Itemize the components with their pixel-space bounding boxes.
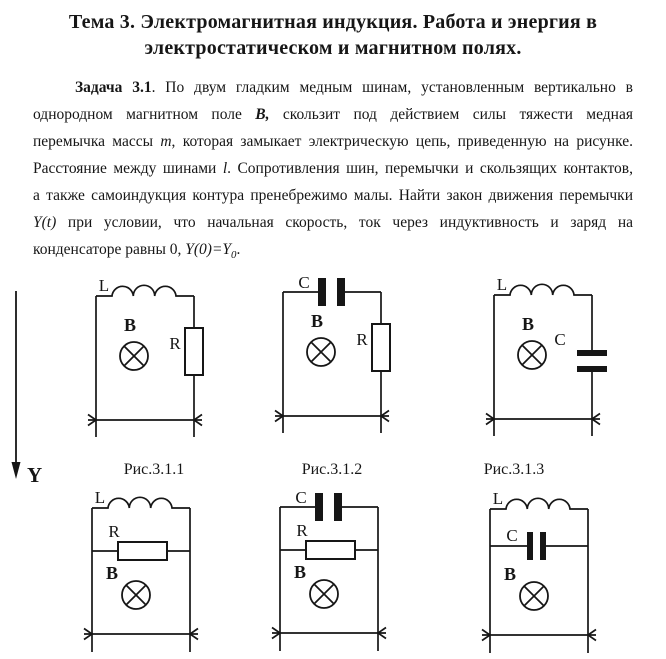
circuit-fig-3-1-1 [84, 276, 214, 446]
y-axis-arrow [4, 283, 56, 493]
inductor-coil [92, 497, 190, 508]
figure-caption-1: Рис.3.1.1 [123, 461, 185, 478]
capacitor-plate [577, 366, 607, 372]
field-label: B [123, 315, 137, 335]
inductor-label: L [496, 275, 508, 294]
capacitor-plate [337, 278, 345, 306]
page-title-line-2: электростатическом и магнитном полях. [144, 37, 522, 59]
capacitor-plate [318, 278, 326, 306]
problem-line: а также самоиндукция контура пренебрежимо малы. Найти закон движения перемычки [33, 187, 633, 204]
problem-line: конденсаторе равны 0, $Y(0)=Y_0$. [33, 241, 241, 262]
capacitor-label: C [506, 526, 518, 545]
inductor-label: L [492, 489, 504, 508]
y-axis-label: Y [27, 463, 43, 487]
inductor-label: L [94, 488, 106, 507]
figure-caption-3: Рис.3.1.3 [483, 461, 545, 478]
resistor-box [372, 324, 390, 371]
capacitor-plate [315, 493, 323, 521]
circuit-fig-3-1-2 [271, 272, 401, 442]
circuit-row2-right [478, 489, 608, 659]
capacitor-plate [577, 350, 607, 356]
y-axis-arrowhead-icon [12, 462, 21, 479]
capacitor-plate [334, 493, 342, 521]
resistor-label: R [296, 521, 308, 540]
field-label: B [521, 314, 535, 334]
figure-caption-2: Рис.3.1.2 [301, 461, 363, 478]
inductor-coil [490, 498, 588, 509]
capacitor-label: C [295, 488, 307, 507]
resistor-label: R [108, 522, 120, 541]
field-label: B [105, 563, 119, 583]
inductor-label: L [98, 276, 110, 295]
inductor-coil [96, 285, 194, 296]
problem-statement [33, 74, 633, 263]
capacitor-label: C [298, 273, 310, 292]
resistor-box [118, 542, 167, 560]
inductor-coil [494, 284, 592, 295]
circuit-row2-middle [268, 487, 398, 657]
resistor-box [306, 541, 355, 559]
problem-line: Y(t) при условии, что начальная скорость, ток через индуктивность и заряд на [33, 214, 633, 231]
circuit-fig-3-1-3 [482, 275, 612, 445]
problem-line: перемычка массы m, которая замыкает электрическую цепь, приведенную на рисунке. [33, 133, 633, 150]
resistor-box [185, 328, 203, 375]
page-title [0, 0, 666, 61]
field-label: B [293, 562, 307, 582]
capacitor-plate [527, 532, 533, 560]
resistor-label: R [356, 330, 368, 349]
capacitor-plate [540, 532, 546, 560]
problem-line: Задача 3.1. По двум гладким медным шинам, установленным вертикально в [75, 79, 633, 96]
problem-line: однородном магнитном поле В, скользит под действием силы тяжести медная [33, 106, 633, 123]
page-title-line-1: Тема 3. Электромагнитная индукция. Работа и энергия в [68, 11, 598, 33]
field-label: B [310, 311, 324, 331]
circuit-row2-left [80, 488, 210, 658]
problem-line: Расстояние между шинами l. Сопротивления шин, перемычки и скользящих контактов, [33, 160, 633, 177]
capacitor-label: C [554, 330, 566, 349]
field-label: B [503, 564, 517, 584]
resistor-label: R [169, 334, 181, 353]
